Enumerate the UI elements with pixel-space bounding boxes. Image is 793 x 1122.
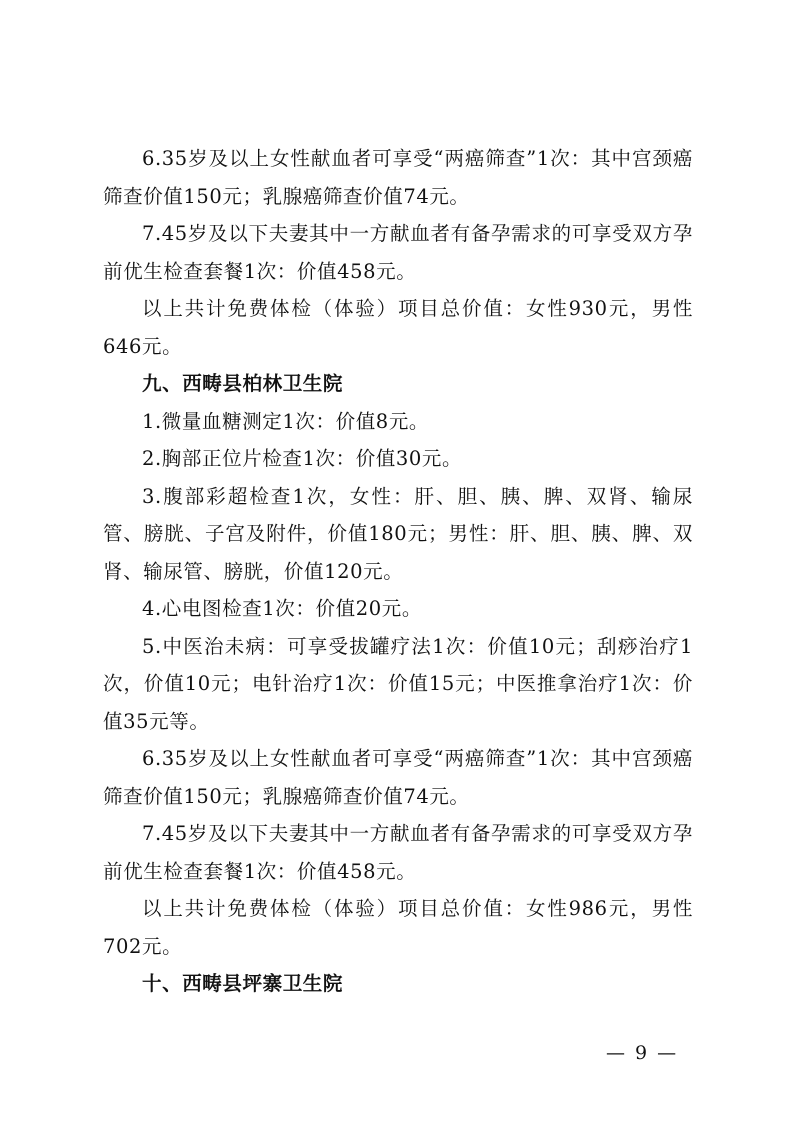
page-number: — 9 —	[606, 1042, 679, 1064]
paragraph-cervical-breast-screening-1: 6.35岁及以上女性献血者可享受“两癌筛查”1次：其中宫颈癌筛查价值150元；乳腺癌筛查价值74元。	[103, 147, 693, 208]
paragraph-pre-pregnancy-check-1: 7.45岁及以下夫妻其中一方献血者有备孕需求的可享受双方孕前优生检查套餐1次：价值458元。	[103, 222, 693, 283]
section-heading-pingzhai: 十、西畴县坪寨卫生院	[142, 972, 344, 995]
paragraph-chest-xray: 2.胸部正位片检查1次：价值30元。	[142, 447, 463, 470]
page-content	[103, 140, 693, 1003]
section-heading-bailin: 九、西畴县柏林卫生院	[142, 372, 344, 395]
paragraph-cervical-breast-screening-2: 6.35岁及以上女性献血者可享受“两癌筛查”1次：其中宫颈癌筛查价值150元；乳腺癌筛查价值74元。	[103, 747, 693, 808]
paragraph-total-value-2: 以上共计免费体检（体验）项目总价值：女性986元，男性702元。	[103, 897, 693, 958]
paragraph-ecg: 4.心电图检查1次：价值20元。	[142, 597, 422, 620]
paragraph-pre-pregnancy-check-2: 7.45岁及以下夫妻其中一方献血者有备孕需求的可享受双方孕前优生检查套餐1次：价值458元。	[103, 822, 693, 883]
paragraph-tcm-treatment: 5.中医治未病：可享受拔罐疗法1次：价值10元；刮痧治疗1次，价值10元；电针治疗1次：价值15元；中医推拿治疗1次：价值35元等。	[103, 634, 693, 733]
paragraph-abdominal-ultrasound: 3.腹部彩超检查1次，女性：肝、胆、胰、脾、双肾、输尿管、膀胱、子宫及附件，价值180元；男性：肝、胆、胰、脾、双肾、输尿管、膀胱，价值120元。	[103, 484, 693, 583]
paragraph-total-value-1: 以上共计免费体检（体验）项目总价值：女性930元，男性646元。	[103, 297, 693, 358]
paragraph-blood-glucose: 1.微量血糖测定1次：价值8元。	[142, 409, 430, 433]
